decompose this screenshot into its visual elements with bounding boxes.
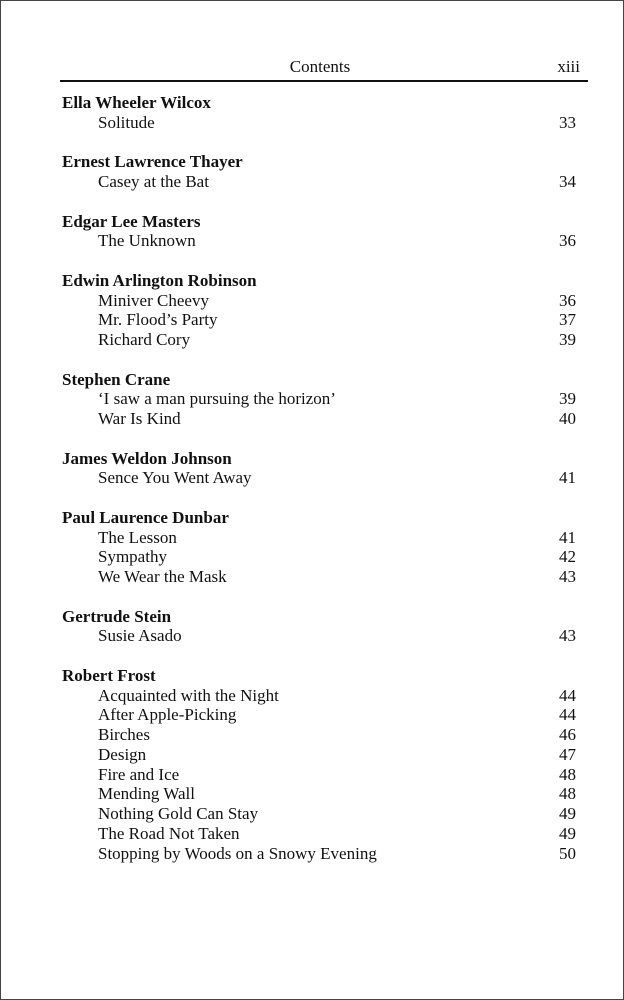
toc-entry bbox=[62, 409, 576, 429]
author-name: Gertrude Stein bbox=[62, 606, 172, 626]
author-group bbox=[62, 449, 576, 489]
entry-page: 44 bbox=[559, 705, 576, 725]
entry-title: The Road Not Taken bbox=[98, 823, 240, 843]
author-group bbox=[62, 271, 576, 350]
running-header-title: Contents bbox=[289, 57, 351, 76]
author-name: Ella Wheeler Wilcox bbox=[62, 93, 211, 112]
entry-page: 44 bbox=[559, 685, 576, 705]
author-name: Robert Frost bbox=[62, 665, 156, 685]
entry-title: Design bbox=[98, 744, 147, 764]
author-group bbox=[62, 212, 576, 252]
toc-entry bbox=[62, 468, 576, 488]
entry-page: 49 bbox=[559, 804, 576, 823]
entry-title: Richard Cory bbox=[98, 330, 191, 349]
entry-title: The Lesson bbox=[98, 527, 177, 547]
entry-title: War Is Kind bbox=[98, 409, 181, 428]
entry-title: ‘I saw a man pursuing the horizon’ bbox=[98, 389, 336, 409]
entry-title: Miniver Cheevy bbox=[98, 290, 209, 310]
author-group bbox=[62, 607, 576, 647]
entry-title: Stopping by Woods on a Snowy Evening bbox=[98, 843, 377, 863]
entry-title: Fire and Ice bbox=[98, 764, 180, 784]
entry-page: 39 bbox=[559, 330, 576, 349]
entry-title: Mending Wall bbox=[98, 784, 196, 804]
entry-page: 41 bbox=[559, 527, 576, 547]
entry-page: 39 bbox=[559, 389, 576, 409]
author-name: Ernest Lawrence Thayer bbox=[62, 152, 243, 172]
entry-title: Nothing Gold Can Stay bbox=[98, 804, 259, 823]
entry-page: 46 bbox=[559, 725, 576, 744]
author-group bbox=[62, 93, 576, 133]
entry-title: Casey at the Bat bbox=[98, 172, 209, 191]
entry-page: 34 bbox=[559, 172, 576, 191]
entry-page: 43 bbox=[559, 626, 576, 646]
entry-page: 36 bbox=[559, 231, 576, 251]
author-group bbox=[62, 666, 576, 864]
toc-entry bbox=[62, 389, 576, 409]
entry-page: 49 bbox=[559, 823, 576, 843]
toc-entry bbox=[62, 784, 576, 804]
toc-entry bbox=[62, 528, 576, 548]
author-name: Edwin Arlington Robinson bbox=[62, 270, 257, 290]
toc-entry bbox=[62, 804, 576, 824]
entry-page: 42 bbox=[559, 547, 576, 567]
entry-page: 40 bbox=[559, 409, 576, 428]
toc-entry bbox=[62, 330, 576, 350]
entry-title: Solitude bbox=[98, 112, 155, 132]
toc-entry bbox=[62, 547, 576, 567]
entry-page: 50 bbox=[559, 843, 576, 863]
entry-title: Acquainted with the Night bbox=[98, 685, 279, 705]
toc-entry bbox=[62, 626, 576, 646]
toc-entry bbox=[62, 725, 576, 745]
entry-page: 33 bbox=[559, 112, 576, 132]
toc-entry bbox=[62, 745, 576, 765]
author-name: Stephen Crane bbox=[62, 369, 171, 389]
entry-title: Sympathy bbox=[98, 547, 167, 567]
entry-page: 37 bbox=[559, 310, 576, 330]
author-name: Edgar Lee Masters bbox=[62, 211, 201, 231]
author-group bbox=[62, 152, 576, 192]
toc-entry bbox=[62, 765, 576, 785]
toc-entry bbox=[62, 705, 576, 725]
toc-entry bbox=[62, 567, 576, 587]
toc-entry bbox=[62, 844, 576, 864]
toc-entry bbox=[62, 291, 576, 311]
entry-page: 47 bbox=[559, 744, 576, 764]
entry-page: 43 bbox=[559, 567, 576, 586]
toc-entry bbox=[62, 113, 576, 133]
entry-title: The Unknown bbox=[98, 231, 196, 251]
toc-entry bbox=[62, 686, 576, 706]
author-group bbox=[62, 370, 576, 429]
entry-title: We Wear the Mask bbox=[98, 567, 227, 586]
toc-entry bbox=[62, 310, 576, 330]
entry-page: 41 bbox=[559, 468, 576, 488]
toc-entry bbox=[62, 231, 576, 251]
author-name: Paul Laurence Dunbar bbox=[62, 507, 229, 527]
entry-page: 36 bbox=[559, 290, 576, 310]
entry-title: Susie Asado bbox=[98, 626, 182, 646]
entry-title: After Apple-Picking bbox=[98, 705, 237, 725]
toc-entry bbox=[62, 172, 576, 192]
entry-page: 48 bbox=[559, 784, 576, 804]
entry-title: Sence You Went Away bbox=[98, 468, 252, 488]
header-rule bbox=[60, 80, 588, 82]
entry-page: 48 bbox=[559, 764, 576, 784]
entry-title: Birches bbox=[98, 725, 150, 744]
table-of-contents bbox=[62, 93, 576, 883]
entry-title: Mr. Flood’s Party bbox=[98, 310, 218, 330]
author-group bbox=[62, 508, 576, 587]
page-number: xiii bbox=[557, 57, 580, 76]
toc-entry bbox=[62, 824, 576, 844]
author-name: James Weldon Johnson bbox=[62, 448, 232, 468]
